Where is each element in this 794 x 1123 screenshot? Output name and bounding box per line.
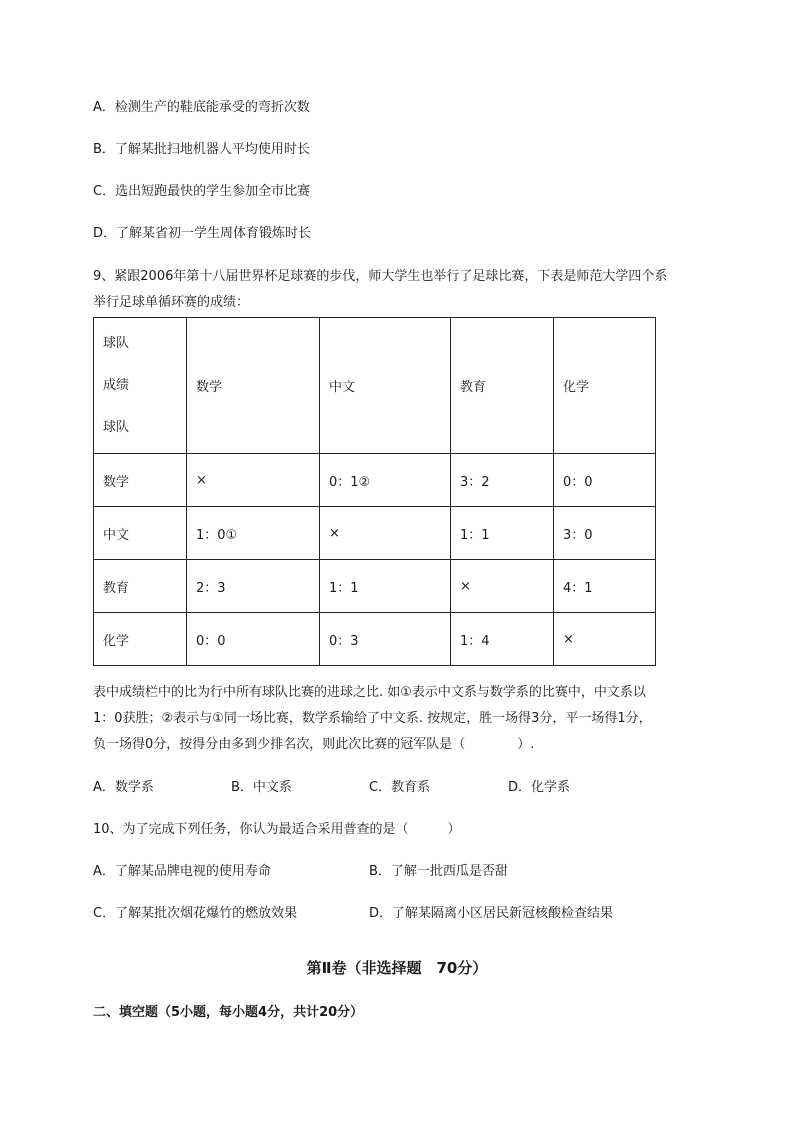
q10-option-b: B．了解一批西瓜是否甜 bbox=[369, 864, 508, 879]
q10-option-c: C．了解某批次烟花爆竹的燃放效果 bbox=[93, 906, 298, 921]
score-cell: 1：4 bbox=[451, 613, 554, 666]
q10-option-a: A．了解某品牌电视的使用寿命 bbox=[93, 864, 271, 879]
table-row bbox=[94, 560, 656, 613]
q9-option-c: C．教育系 bbox=[369, 780, 431, 795]
score-cell: 0：0 bbox=[554, 454, 656, 507]
row-label: 教育 bbox=[94, 560, 187, 613]
q9-stem-line1: 9、紧跟2006年第十八届世界杯足球赛的步伐，师大学生也举行了足球比赛，下表是师范大学四个系 bbox=[93, 269, 668, 284]
q8-option-c: C．选出短跑最快的学生参加全市比赛 bbox=[93, 184, 311, 199]
corner-label-bottom: 球队 bbox=[103, 419, 130, 435]
corner-cell bbox=[94, 318, 187, 454]
column-header: 中文 bbox=[320, 318, 451, 454]
corner-label-top: 球队 bbox=[103, 335, 130, 351]
q8-option-a: A．检测生产的鞋底能承受的弯折次数 bbox=[93, 100, 310, 115]
q9-stem-line2: 举行足球单循环赛的成绩： bbox=[93, 295, 250, 310]
score-cell: 1：1 bbox=[451, 507, 554, 560]
section-title: 第Ⅱ卷（非选择题 70分） bbox=[306, 959, 488, 977]
table-row bbox=[94, 454, 656, 507]
q10-stem: 10、为了完成下列任务，你认为最适合采用普查的是（ ） bbox=[93, 822, 461, 837]
q9-option-b: B．中文系 bbox=[231, 780, 292, 795]
score-cell: × bbox=[187, 454, 320, 507]
score-cell: 3：0 bbox=[554, 507, 656, 560]
score-cell: × bbox=[554, 613, 656, 666]
q9-option-d: D．化学系 bbox=[508, 780, 571, 795]
score-table bbox=[93, 317, 656, 666]
table-header-row bbox=[94, 318, 656, 454]
table-row bbox=[94, 507, 656, 560]
score-cell: 3：2 bbox=[451, 454, 554, 507]
row-label: 数学 bbox=[94, 454, 187, 507]
score-cell: × bbox=[451, 560, 554, 613]
column-header: 数学 bbox=[187, 318, 320, 454]
score-cell: 0：1② bbox=[320, 454, 451, 507]
score-cell: 0：0 bbox=[187, 613, 320, 666]
score-cell: 1：1 bbox=[320, 560, 451, 613]
score-cell: 0：3 bbox=[320, 613, 451, 666]
score-cell: × bbox=[320, 507, 451, 560]
corner-label-middle: 成绩 bbox=[103, 377, 130, 393]
score-cell: 1：0① bbox=[187, 507, 320, 560]
column-header: 化学 bbox=[554, 318, 656, 454]
row-label: 化学 bbox=[94, 613, 187, 666]
q8-option-d: D．了解某省初一学生周体育锻炼时长 bbox=[93, 226, 312, 241]
q9-explain-line3: 负一场得0分，按得分由多到少排名次，则此次比赛的冠军队是（ ）. bbox=[93, 737, 535, 752]
q10-option-d: D．了解某隔离小区居民新冠核酸检查结果 bbox=[369, 906, 614, 921]
q9-option-a: A．数学系 bbox=[93, 780, 154, 795]
table-row bbox=[94, 613, 656, 666]
part-title: 二、填空题（5小题，每小题4分，共计20分） bbox=[93, 1005, 364, 1020]
score-cell: 4：1 bbox=[554, 560, 656, 613]
q8-option-b: B．了解某批扫地机器人平均使用时长 bbox=[93, 142, 310, 157]
column-header: 教育 bbox=[451, 318, 554, 454]
q9-explain-line1: 表中成绩栏中的比为行中所有球队比赛的进球之比. 如①表示中文系与数学系的比赛中，中文系以 bbox=[93, 685, 646, 700]
q9-explain-line2: 1：0获胜；②表示与①同一场比赛，数学系输给了中文系. 按规定，胜一场得3分，平一场得1分， bbox=[93, 711, 652, 726]
row-label: 中文 bbox=[94, 507, 187, 560]
score-cell: 2：3 bbox=[187, 560, 320, 613]
